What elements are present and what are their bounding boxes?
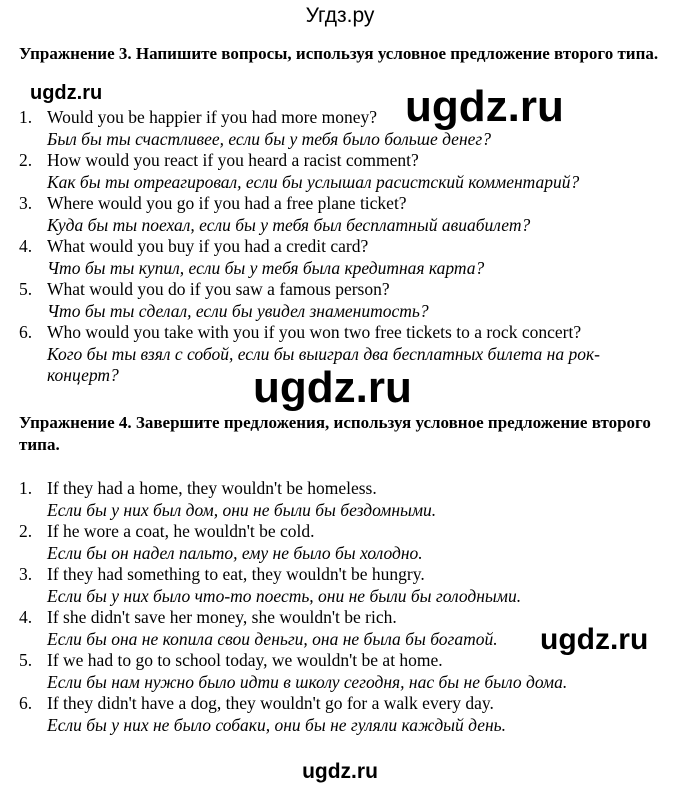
item-russian: Что бы ты купил, если бы у тебя была кредитная карта? (47, 257, 485, 278)
watermark: ugdz.ru (253, 363, 412, 412)
ex3-item-3 (19, 193, 669, 236)
item-english: Where would you go if you had a free plane ticket? (47, 193, 407, 213)
item-number: 4. (19, 607, 33, 627)
watermark: ugdz.ru (540, 623, 649, 656)
item-number: 1. (19, 478, 33, 498)
item-russian: Что бы ты сделал, если бы увидел знаменитость? (47, 300, 429, 321)
item-number: 6. (19, 693, 33, 713)
site-footer: ugdz.ru (302, 760, 378, 783)
item-russian: Если бы у них было что-то поесть, они не были бы голодными. (47, 585, 522, 606)
item-number: 6. (19, 322, 33, 342)
item-number: 3. (19, 193, 33, 213)
item-number: 4. (19, 236, 33, 256)
item-russian: Если бы у них не было собаки, они бы не гуляли каждый день. (47, 714, 507, 735)
item-russian: Куда бы ты поехал, если бы у тебя был бесплатный авиабилет? (47, 214, 531, 235)
ex3-item-2 (19, 150, 669, 193)
ex3-item-5 (19, 279, 669, 322)
watermark: ugdz.ru (405, 82, 564, 131)
item-english: Would you be happier if you had more money? (47, 107, 378, 127)
item-russian: Если бы она не копила свои деньги, она не была бы богатой. (47, 628, 498, 649)
item-russian: Был бы ты счастливее, если бы у тебя было больше денег? (47, 128, 491, 149)
item-number: 1. (19, 107, 33, 127)
item-russian: Кого бы ты взял с собой, если бы выиграл два бесплатных билета на рок-концерт? (47, 343, 600, 385)
ex4-item-6 (19, 693, 669, 736)
item-russian: Как бы ты отреагировал, если бы услышал расистский комментарий? (47, 171, 580, 192)
exercise-4-heading: Упражнение 4. Завершите предложения, используя условное предложение второго типа. (19, 413, 651, 454)
item-english: If they didn't have a dog, they wouldn't go for a walk every day. (47, 693, 494, 713)
item-english: How would you react if you heard a racist comment? (47, 150, 419, 170)
item-russian: Если бы нам нужно было идти в школу сегодня, нас бы не было дома. (47, 671, 568, 692)
ex4-item-3 (19, 564, 669, 607)
item-english: If we had to go to school today, we wouldn't be at home. (47, 650, 443, 670)
item-english: If they had a home, they wouldn't be homeless. (47, 478, 377, 498)
item-russian: Если бы у них был дом, они не были бы бездомными. (47, 499, 437, 520)
item-number: 2. (19, 521, 33, 541)
ex4-item-1 (19, 478, 669, 521)
item-english: What would you do if you saw a famous person? (47, 279, 390, 299)
exercise-3-heading: Упражнение 3. Напишите вопросы, используя условное предложение второго типа. (19, 44, 659, 63)
item-number: 5. (19, 279, 33, 299)
item-russian: Если бы он надел пальто, ему не было бы холодно. (47, 542, 423, 563)
ex3-item-1 (19, 107, 669, 150)
ex4-item-2 (19, 521, 669, 564)
ex3-item-4 (19, 236, 669, 279)
watermark: ugdz.ru (30, 82, 103, 104)
item-english: Who would you take with you if you won two free tickets to a rock concert? (47, 322, 582, 342)
item-number: 3. (19, 564, 33, 584)
item-english: If he wore a coat, he wouldn't be cold. (47, 521, 315, 541)
item-number: 5. (19, 650, 33, 670)
item-english: If she didn't save her money, she wouldn't be rich. (47, 607, 397, 627)
item-number: 2. (19, 150, 33, 170)
item-english: What would you buy if you had a credit card? (47, 236, 369, 256)
item-english: If they had something to eat, they wouldn't be hungry. (47, 564, 425, 584)
site-title: Угдз.ру (305, 4, 375, 27)
